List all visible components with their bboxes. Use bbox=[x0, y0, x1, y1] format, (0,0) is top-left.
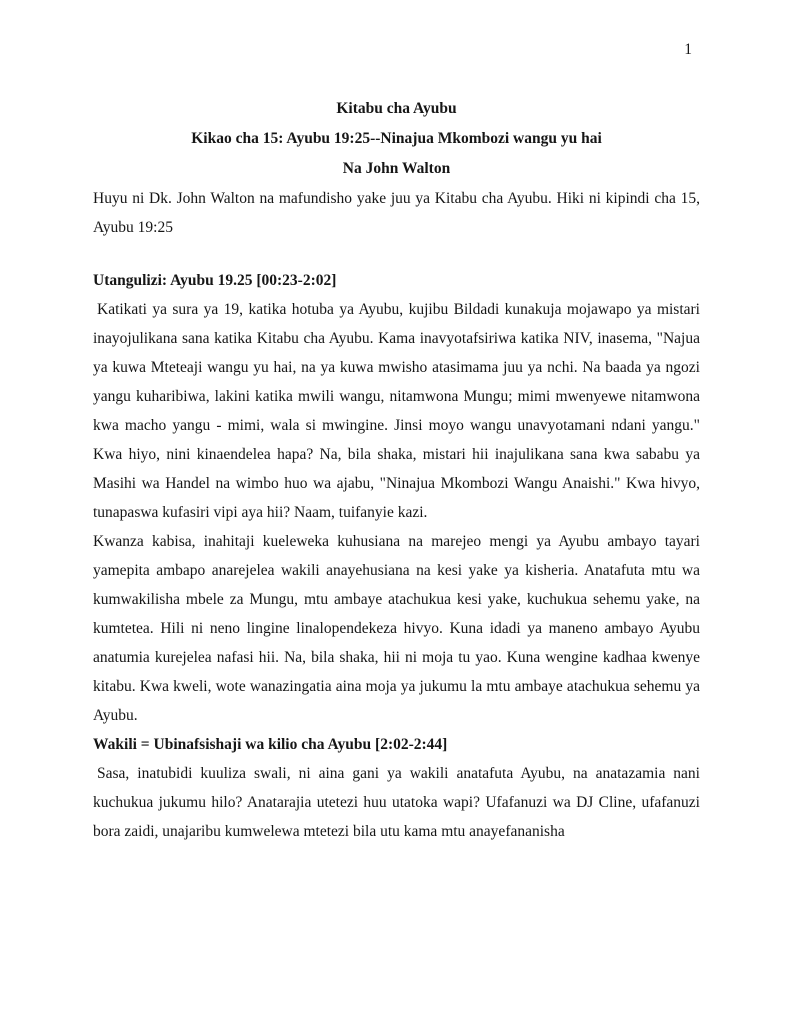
title-block bbox=[93, 94, 700, 184]
page-number: 1 bbox=[684, 41, 692, 58]
session-title: Kikao cha 15: Ayubu 19:25--Ninajua Mkombozi wangu yu hai bbox=[191, 130, 602, 147]
section-heading-wakili: Wakili = Ubinafsishaji wa kilio cha Ayubu [2:02-2:44] bbox=[93, 736, 448, 753]
intro-paragraph: Huyu ni Dk. John Walton na mafundisho yake juu ya Kitabu cha Ayubu. Hiki ni kipindi cha 15, Ayubu 19:25 bbox=[93, 190, 700, 236]
author-line: Na John Walton bbox=[342, 160, 451, 177]
section-paragraph: Kwanza kabisa, inahitaji kueleweka kuhusiana na marejeo mengi ya Ayubu ambayo tayari yamepita ambapo anarejelea wakili anayehusiana na kesi yake ya kisheria. Anatafuta mtu wa kumwakilisha mbele za Mungu, mtu ambaye atachukua kesi yake, kuchukua sehemu yake, na kumtetea. Hili ni neno lingine linalopendekeza hivyo. Kuna idadi ya maneno ambayo Ayubu anatumia kurejelea nafasi hii. Na, bila shaka, hii ni moja tu yao. Kuna wengine kadhaa kwenye kitabu. Kwa kweli, wote wanazingatia aina moja ya jukumu la mtu ambaye atachukua sehemu ya Ayubu. bbox=[93, 533, 700, 724]
document-title: Kitabu cha Ayubu bbox=[336, 100, 457, 117]
section-paragraph: Katikati ya sura ya 19, katika hotuba ya Ayubu, kujibu Bildadi kunakuja mojawapo ya mistari inayojulikana sana katika Kitabu cha Ayubu. Kama inavyotafsiriwa katika NIV, inasema, "Najua ya kuwa Mteteaji wangu yu hai, na ya kuwa mwisho atasimama juu ya nchi. Na baada ya ngozi yangu kuharibiwa, lakini katika mwili wangu, nitamwona Mungu; mimi mwenyewe nitamwona kwa macho yangu - mimi, wala si mwingine. Jinsi moyo wangu unavyotamani ndani yangu." Kwa hiyo, nini kinaendelea hapa? Na, bila shaka, mistari hii inajulikana sana kwa sababu ya Masihi wa Handel na wimbo huo wa ajabu, "Ninajua Mkombozi Wangu Anaishi." Kwa hivyo, tunapaswa kufasiri vipi aya hii? Naam, tuifanyie kazi. bbox=[93, 301, 700, 521]
section-heading-utangulizi: Utangulizi: Ayubu 19.25 [00:23-2:02] bbox=[93, 272, 337, 289]
section-paragraph: Sasa, inatubidi kuuliza swali, ni aina gani ya wakili anatafuta Ayubu, na anatazamia nani kuchukua jukumu hilo? Anatarajia utetezi huu utatoka wapi? Ufafanuzi wa DJ Cline, ufafanuzi bora zaidi, unajaribu kumwelewa mtetezi bila utu kama mtu anayefananisha bbox=[93, 765, 700, 840]
